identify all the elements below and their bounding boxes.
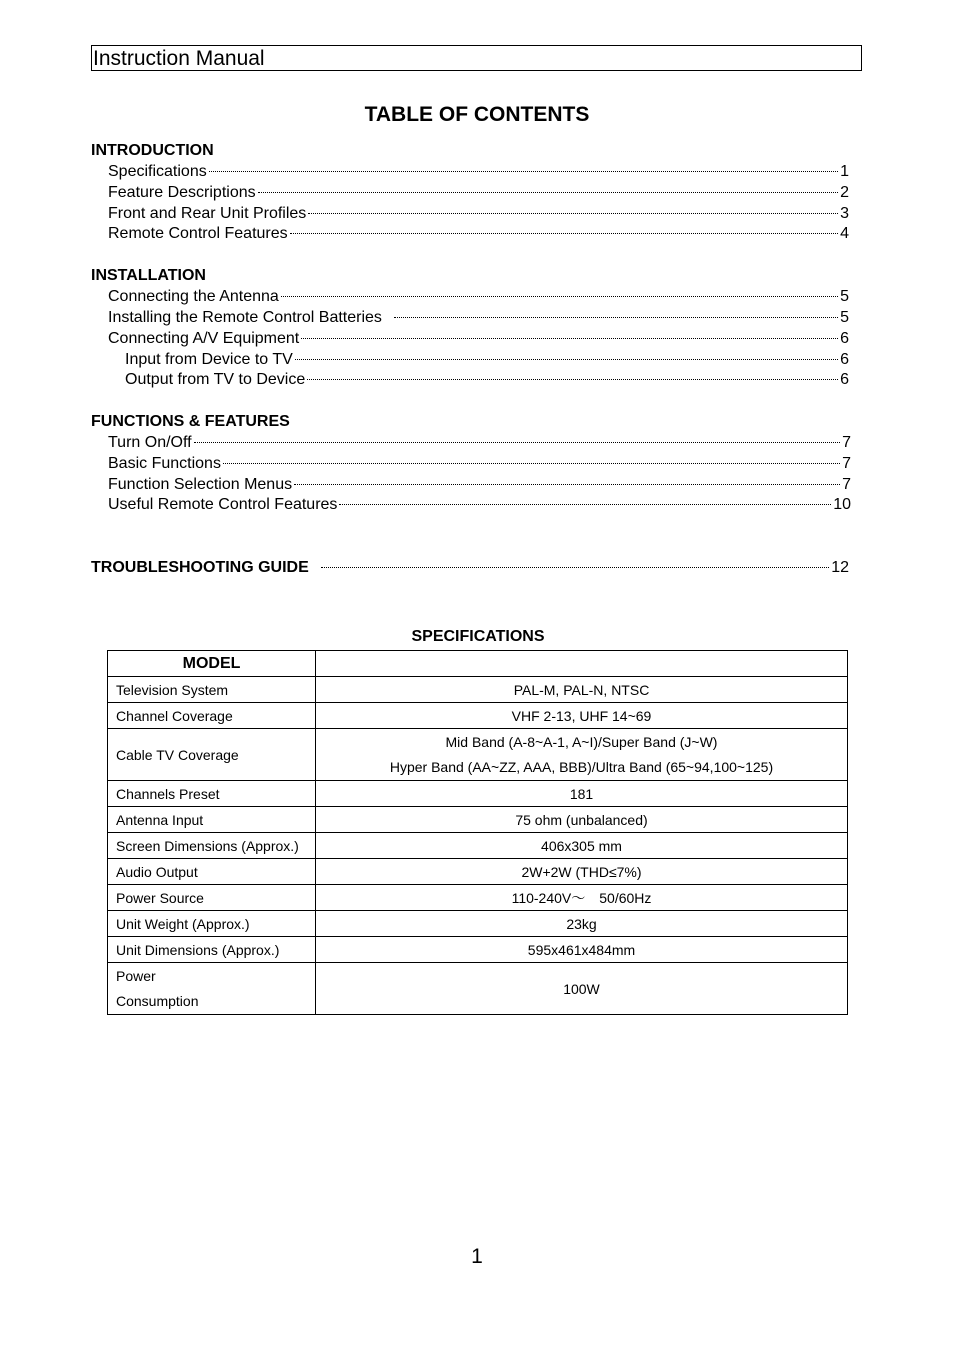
toc-entry-label: Connecting the Antenna: [108, 288, 279, 305]
table-row: [108, 703, 848, 729]
table-header-row: [108, 651, 848, 677]
table-row: [108, 833, 848, 859]
toc-entry[interactable]: [108, 329, 849, 349]
spec-label: Channel Coverage: [108, 703, 316, 729]
toc-section-heading-introduction: INTRODUCTION: [91, 142, 214, 159]
model-value-cell: [316, 651, 848, 677]
spec-value: 23kg: [316, 911, 848, 937]
table-row: [108, 963, 848, 1015]
toc-leader-dots: [209, 171, 838, 172]
toc-entry-page: 2: [840, 184, 849, 201]
toc-leader-dots: [394, 317, 838, 318]
table-row: [108, 937, 848, 963]
specifications-table: [107, 650, 848, 1015]
spec-label: Channels Preset: [108, 781, 316, 807]
spec-value: 595x461x484mm: [316, 937, 848, 963]
spec-label: Cable TV Coverage: [108, 729, 316, 781]
toc-entry-page: 7: [842, 476, 851, 493]
spec-label: Power Source: [108, 885, 316, 911]
table-row: [108, 677, 848, 703]
spec-label: Television System: [108, 677, 316, 703]
toc-entry-label: Basic Functions: [108, 455, 221, 472]
table-row: [108, 781, 848, 807]
toc-leader-dots: [321, 567, 829, 568]
toc-leader-dots: [308, 213, 838, 214]
spec-value: [316, 729, 848, 781]
toc-entry-label: Specifications: [108, 163, 207, 180]
toc-entry-label: Useful Remote Control Features: [108, 496, 338, 513]
table-row: [108, 807, 848, 833]
toc-entry[interactable]: [108, 183, 849, 203]
toc-entry[interactable]: [108, 204, 849, 224]
toc-leader-dots: [290, 233, 838, 234]
table-row: [108, 859, 848, 885]
toc-subentry[interactable]: [125, 350, 849, 370]
spec-label: Screen Dimensions (Approx.): [108, 833, 316, 859]
toc-entry[interactable]: [108, 308, 849, 328]
toc-entry-page: 4: [840, 225, 849, 242]
table-row: [108, 885, 848, 911]
spec-value: 2W+2W (THD≤7%): [316, 859, 848, 885]
toc-leader-dots: [339, 504, 831, 505]
toc-entry-page: 5: [840, 309, 849, 326]
page-number: 1: [471, 1245, 483, 1268]
toc-entry-page: 7: [842, 434, 851, 451]
toc-entry[interactable]: [108, 224, 849, 244]
spec-value: 100W: [316, 963, 848, 1015]
toc-section-heading-troubleshooting: TROUBLESHOOTING GUIDE: [91, 559, 309, 576]
spec-value: PAL-M, PAL-N, NTSC: [316, 677, 848, 703]
toc-entry-page: 5: [840, 288, 849, 305]
spec-value: 110-240V～ 50/60Hz: [316, 885, 848, 911]
toc-section-heading-installation: INSTALLATION: [91, 267, 206, 284]
spec-label: Antenna Input: [108, 807, 316, 833]
spec-label: Unit Dimensions (Approx.): [108, 937, 316, 963]
spec-value: 181: [316, 781, 848, 807]
toc-entry-label: Feature Descriptions: [108, 184, 256, 201]
toc-entry[interactable]: [108, 475, 851, 495]
toc-title: TABLE OF CONTENTS: [364, 103, 590, 126]
spec-label: [108, 963, 316, 1015]
toc-entry-label: Output from TV to Device: [125, 371, 306, 388]
toc-leader-dots: [294, 484, 840, 485]
toc-leader-dots: [258, 192, 838, 193]
toc-entry-label: Turn On/Off: [108, 434, 192, 451]
toc-entry-label: Installing the Remote Control Batteries: [108, 309, 382, 326]
spec-value-line: Hyper Band (AA~ZZ, AAA, BBB)/Ultra Band (65~94,100~125): [389, 758, 774, 775]
toc-leader-dots: [281, 296, 838, 297]
toc-entry-page: 12: [831, 559, 849, 576]
table-row: [108, 911, 848, 937]
toc-entry-page: 6: [840, 330, 849, 347]
toc-entry-page: 1: [840, 163, 849, 180]
spec-label-line: Power: [116, 967, 156, 984]
toc-entry[interactable]: [108, 287, 849, 307]
toc-entry-label: Connecting A/V Equipment: [108, 330, 300, 347]
toc-entry-label: Remote Control Features: [108, 225, 288, 242]
page-header-title: Instruction Manual: [91, 45, 862, 71]
toc-entry[interactable]: [108, 162, 849, 182]
toc-entry[interactable]: [108, 454, 851, 474]
toc-subentry[interactable]: [125, 370, 849, 390]
toc-leader-dots: [295, 359, 838, 360]
spec-value: VHF 2-13, UHF 14~69: [316, 703, 848, 729]
spec-value: 75 ohm (unbalanced): [316, 807, 848, 833]
toc-leader-dots: [301, 338, 838, 339]
toc-entry-page: 3: [840, 205, 849, 222]
table-row: [108, 729, 848, 781]
toc-entry-troubleshooting[interactable]: [91, 558, 849, 578]
toc-leader-dots: [223, 463, 840, 464]
specifications-title: SPECIFICATIONS: [411, 628, 545, 645]
spec-value-line: Mid Band (A-8~A-1, A~I)/Super Band (J~W): [445, 733, 718, 750]
spec-label-line: Consumption: [116, 992, 199, 1009]
toc-entry-page: 7: [842, 455, 851, 472]
toc-entry[interactable]: [108, 433, 851, 453]
toc-entry-page: 6: [840, 371, 849, 388]
toc-entry-label: Front and Rear Unit Profiles: [108, 205, 307, 222]
toc-leader-dots: [194, 442, 841, 443]
toc-entry-page: 6: [840, 351, 849, 368]
toc-leader-dots: [307, 379, 838, 380]
toc-entry-label: Input from Device to TV: [125, 351, 293, 368]
toc-section-heading-functions: FUNCTIONS & FEATURES: [91, 413, 290, 430]
toc-entry[interactable]: [108, 495, 851, 515]
spec-label: Unit Weight (Approx.): [108, 911, 316, 937]
toc-entry-page: 10: [833, 496, 851, 513]
spec-label: Audio Output: [108, 859, 316, 885]
toc-entry-label: Function Selection Menus: [108, 476, 293, 493]
model-header-cell: MODEL: [108, 651, 316, 677]
spec-value: 406x305 mm: [316, 833, 848, 859]
